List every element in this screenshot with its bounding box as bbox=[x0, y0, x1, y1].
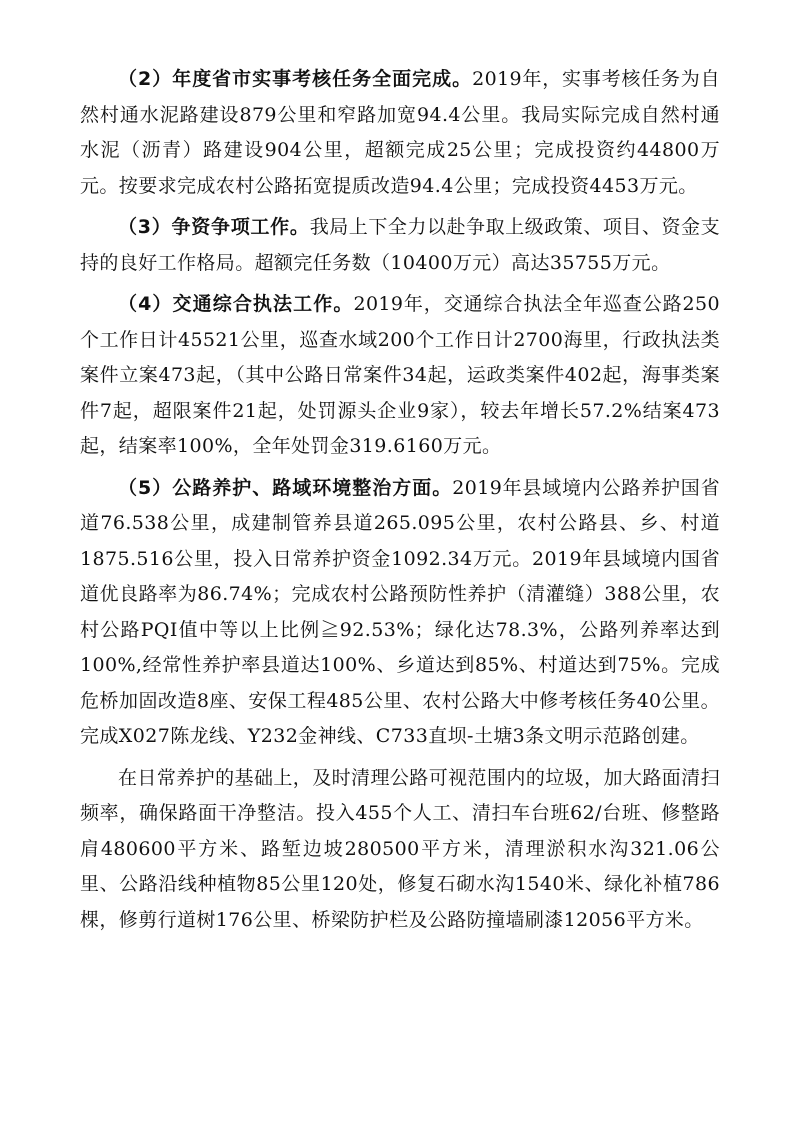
paragraph-road-maintenance bbox=[80, 471, 720, 755]
paragraph-law-enforcement bbox=[80, 287, 720, 465]
paragraph-heading: （5）公路养护、路域环境整治方面。 bbox=[118, 476, 453, 499]
paragraph-annual-tasks bbox=[80, 62, 720, 204]
paragraph-body: 我局上下全力以赴争取上级政策、项目、资金支持的良好工作格局。超额完任务数（10400万元）高达35755万元。 bbox=[80, 216, 720, 274]
paragraph-heading: （4）交通综合执法工作。 bbox=[118, 293, 354, 315]
paragraph-funding-projects bbox=[80, 210, 720, 281]
paragraph-heading: （3）争资争项工作。 bbox=[118, 216, 310, 238]
paragraph-body: 2019年县域境内公路养护国省道76.538公里，成建制管养县道265.095公里，农村公路县、乡、村道1875.516公里，投入日常养护资金1092.34万元。2019年县域境内国省道优良路率为86.74%；完成农村公路预防性养护（清灌缝）388公里，农村公路PQI值中等以上比例≧92.53%；绿化达78.3%，公路列养率达到100%,经常性养护率县道达100%、乡道达到85%、村道达到75%。完成危桥加固改造8座、安保工程485公里、农村公路大中修考核任务40公里。完成X027陈龙线、Y232金神线、C733直坝-土塘3条文明示范路创建。 bbox=[80, 476, 720, 747]
paragraph-daily-cleaning bbox=[80, 761, 720, 939]
paragraph-body: 2019年，交通综合执法全年巡查公路250个工作日计45521公里，巡查水域200个工作日计2700海里，行政执法类案件立案473起，（其中公路日常案件34起，运政类案件402起，海事类案件7起，超限案件21起，处罚源头企业9家），较去年增长57.2%结案473起，结案率100%，全年处罚金319.6160万元。 bbox=[80, 293, 720, 457]
paragraph-heading: （2）年度省市实事考核任务全面完成。 bbox=[118, 68, 473, 90]
paragraph-body: 2019年，实事考核任务为自然村通水泥路建设879公里和窄路加宽94.4公里。我局实际完成自然村通水泥（沥青）路建设904公里，超额完成25公里；完成投资约44800万元。按要求完成农村公路拓宽提质改造94.4公里；完成投资4453万元。 bbox=[80, 68, 720, 197]
document-page bbox=[80, 62, 720, 938]
paragraph-body: 在日常养护的基础上，及时清理公路可视范围内的垃圾，加大路面清扫频率，确保路面干净整洁。投入455个人工、清扫车台班62/台班、修整路肩480600平方米、路堑边坡280500平方米，清理淤积水沟321.06公里、公路沿线种植物85公里120处，修复石砌水沟1540米、绿化补植786棵，修剪行道树176公里、桥梁防护栏及公路防撞墙刷漆12056平方米。 bbox=[80, 766, 720, 931]
